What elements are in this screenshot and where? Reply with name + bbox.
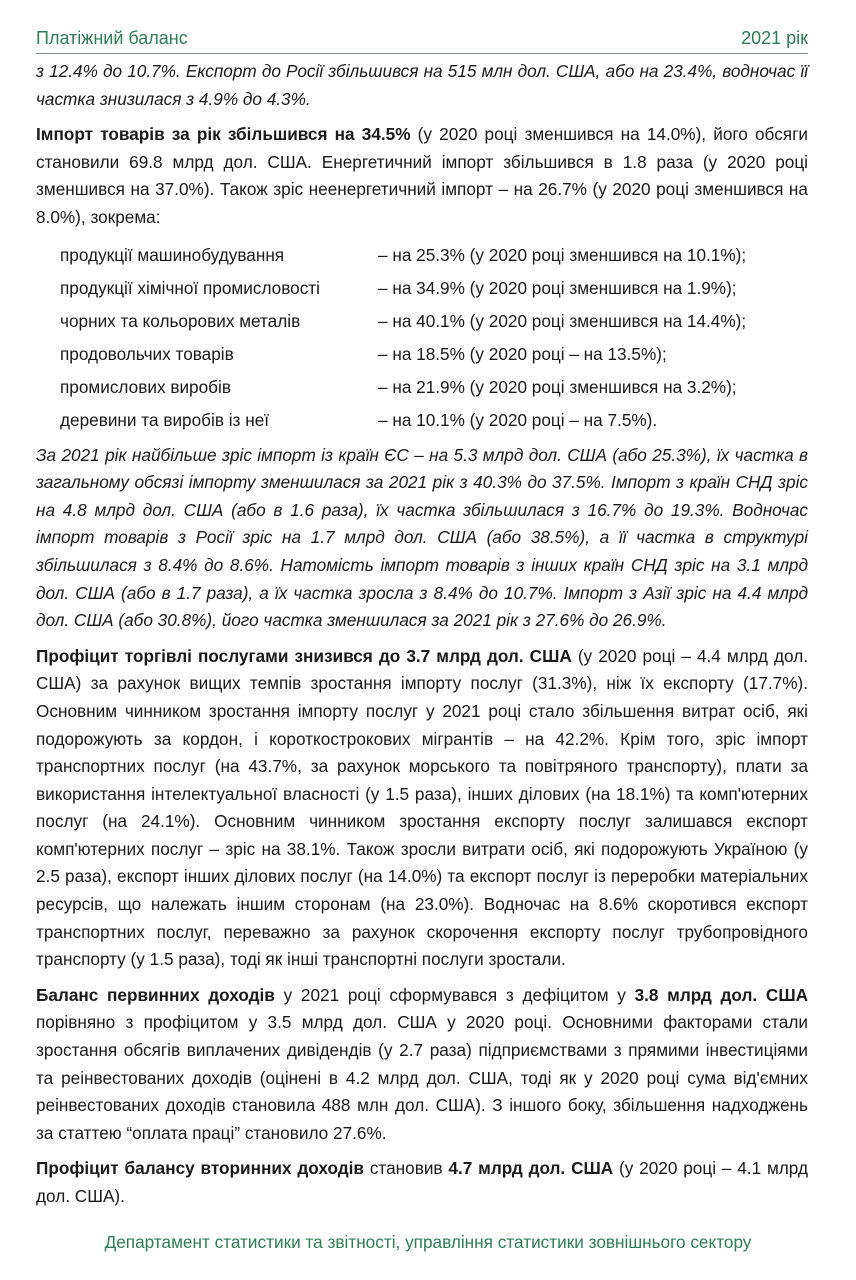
list-item-label: продукції машинобудування [60, 245, 285, 266]
primary-income-text-rest: порівняно з профіцитом у 3.5 млрд дол. США у 2020 році. Основними факторами стали зростання обсягів виплачених дивідендів (у 2.7 раза) підприємствами з прямими інвестиціями та реінвестованих доходів (оцінені в 4.2 млрд дол. США, тоді як у 2020 році сума від'ємних реінвестованих доходів становила 488 млн дол. США). З іншого боку, збільшення надходжень за статтею “оплата праці” становило 27.6%. [36, 1012, 808, 1143]
list-item-label: деревини та виробів із неї [60, 410, 270, 431]
import-categories-list [60, 240, 808, 438]
list-item-value: – на 40.1% (у 2020 році зменшився на 14.4%); [378, 311, 747, 332]
list-item [60, 240, 808, 273]
primary-income-text: у 2021 році сформувався з дефіцитом у [274, 984, 635, 1005]
secondary-income-value: 4.7 млрд дол. США [448, 1158, 614, 1179]
paragraph-services-trade [36, 643, 808, 974]
document-page [36, 28, 808, 1211]
services-trade-text: (у 2020 році – 4.4 млрд дол. США) за рахунок вищих темпів зростання імпорту послуг (31.3%), ніж їх експорту (17.7%). Основним чинником зростання імпорту послуг у 2021 році стало збільшення витрат осіб, які подорожують за кордон, і короткострокових мігрантів – на 42.2%. Крім того, зріс імпорт транспортних послуг (на 43.7%, за рахунок морського та повітряного транспорту), плати за використання інтелектуальної власності (у 1.5 раза), інших ділових (на 18.1%) та комп'ютерних послуг (на 24.1%). Основним чинником зростання експорту послуг залишався експорт комп'ютерних послуг – зріс на 38.1%. Також зросли витрати осіб, які подорожують Україною (у 2.5 раза), експорт інших ділових послуг (на 14.0%) та експорт послуг із переробки матеріальних ресурсів, що належать іншим сторонам (на 23.0%). Водночас на 8.6% скоротився експорт транспортних послуг, переважно за рахунок скорочення експорту послуг трубопровідного транспорту (у 1.5 раза), тоді як інші транспортні послуги зростали. [36, 645, 808, 970]
primary-income-value: 3.8 млрд дол. США [634, 984, 808, 1005]
list-item-label: продовольчих товарів [60, 344, 234, 365]
list-item-value: – на 10.1% (у 2020 році – на 7.5%). [378, 410, 658, 431]
paragraph-primary-income [36, 982, 808, 1148]
page-header [36, 28, 808, 54]
goods-import-heading: Імпорт товарів за рік збільшився на 34.5% [36, 124, 411, 145]
list-item [60, 339, 808, 372]
paragraph-import-regions: За 2021 рік найбільше зріс імпорт із країн ЄС – на 5.3 млрд дол. США (або 25.3%), їх частка в загальному обсязі імпорту зменшилася за 2021 рік з 40.3% до 37.5%. Імпорт з країн СНД зріс на 4.8 млрд дол. США (або в 1.6 раза), їх частка збільшилася з 16.7% до 19.3%. Водночас імпорт товарів з Росії зріс на 1.7 млрд дол. США (або 38.5%), а її частка в структурі збільшилася з 8.4% до 8.6%. Натомість імпорт товарів з інших країн СНД зріс на 3.1 млрд дол. США (або в 1.7 раза), а їх частка зросла з 8.4% до 10.7%. Імпорт з Азії зріс на 4.4 млрд дол. США (або 30.8%), його частка зменшилася за 2021 рік з 27.6% до 26.9%. [36, 444, 808, 631]
paragraph-secondary-income [36, 1155, 808, 1210]
list-item-label: продукції хімічної промисловості [60, 278, 321, 299]
list-item-value: – на 34.9% (у 2020 році зменшився на 1.9%); [378, 278, 737, 299]
services-trade-heading: Профіцит торгівлі послугами знизився до 3.7 млрд дол. США [36, 645, 572, 666]
header-title: Платіжний баланс [36, 28, 188, 48]
list-item [60, 273, 808, 306]
list-item-value: – на 21.9% (у 2020 році зменшився на 3.2%); [378, 377, 737, 398]
primary-income-heading: Баланс первинних доходів [36, 984, 275, 1005]
list-item-label: промислових виробів [60, 377, 231, 398]
secondary-income-text-rest: (у 2020 році – 4.1 млрд дол. США). [36, 1158, 809, 1206]
list-item-value: – на 25.3% (у 2020 році зменшився на 10.1%); [378, 245, 747, 266]
paragraph-goods-import [36, 121, 808, 231]
secondary-income-heading: Профіцит балансу вторинних доходів [36, 1158, 364, 1179]
page-footer: Департамент статистики та звітності, управління статистики зовнішнього сектору [104, 1232, 752, 1252]
list-item-value: – на 18.5% (у 2020 році – на 13.5%); [378, 344, 667, 365]
goods-import-text: (у 2020 році зменшився на 14.0%), його обсяги становили 69.8 млрд дол. США. Енергетичний імпорт збільшився в 1.8 раза (у 2020 році зменшився на 37.0%). Також зріс неенергетичний імпорт – на 26.7% (у 2020 році зменшився на 8.0%), зокрема: [36, 124, 808, 227]
document-body [36, 58, 808, 1211]
secondary-income-text: становив [363, 1158, 449, 1179]
list-item [60, 405, 808, 438]
list-item [60, 372, 808, 405]
list-item-label: чорних та кольорових металів [60, 311, 301, 332]
list-item [60, 306, 808, 339]
paragraph-export-russia: з 12.4% до 10.7%. Експорт до Росії збільшився на 515 млн дол. США, або на 23.4%, водночас її частка знизилася з 4.9% до 4.3%. [36, 61, 808, 109]
header-year: 2021 рік [741, 28, 808, 48]
